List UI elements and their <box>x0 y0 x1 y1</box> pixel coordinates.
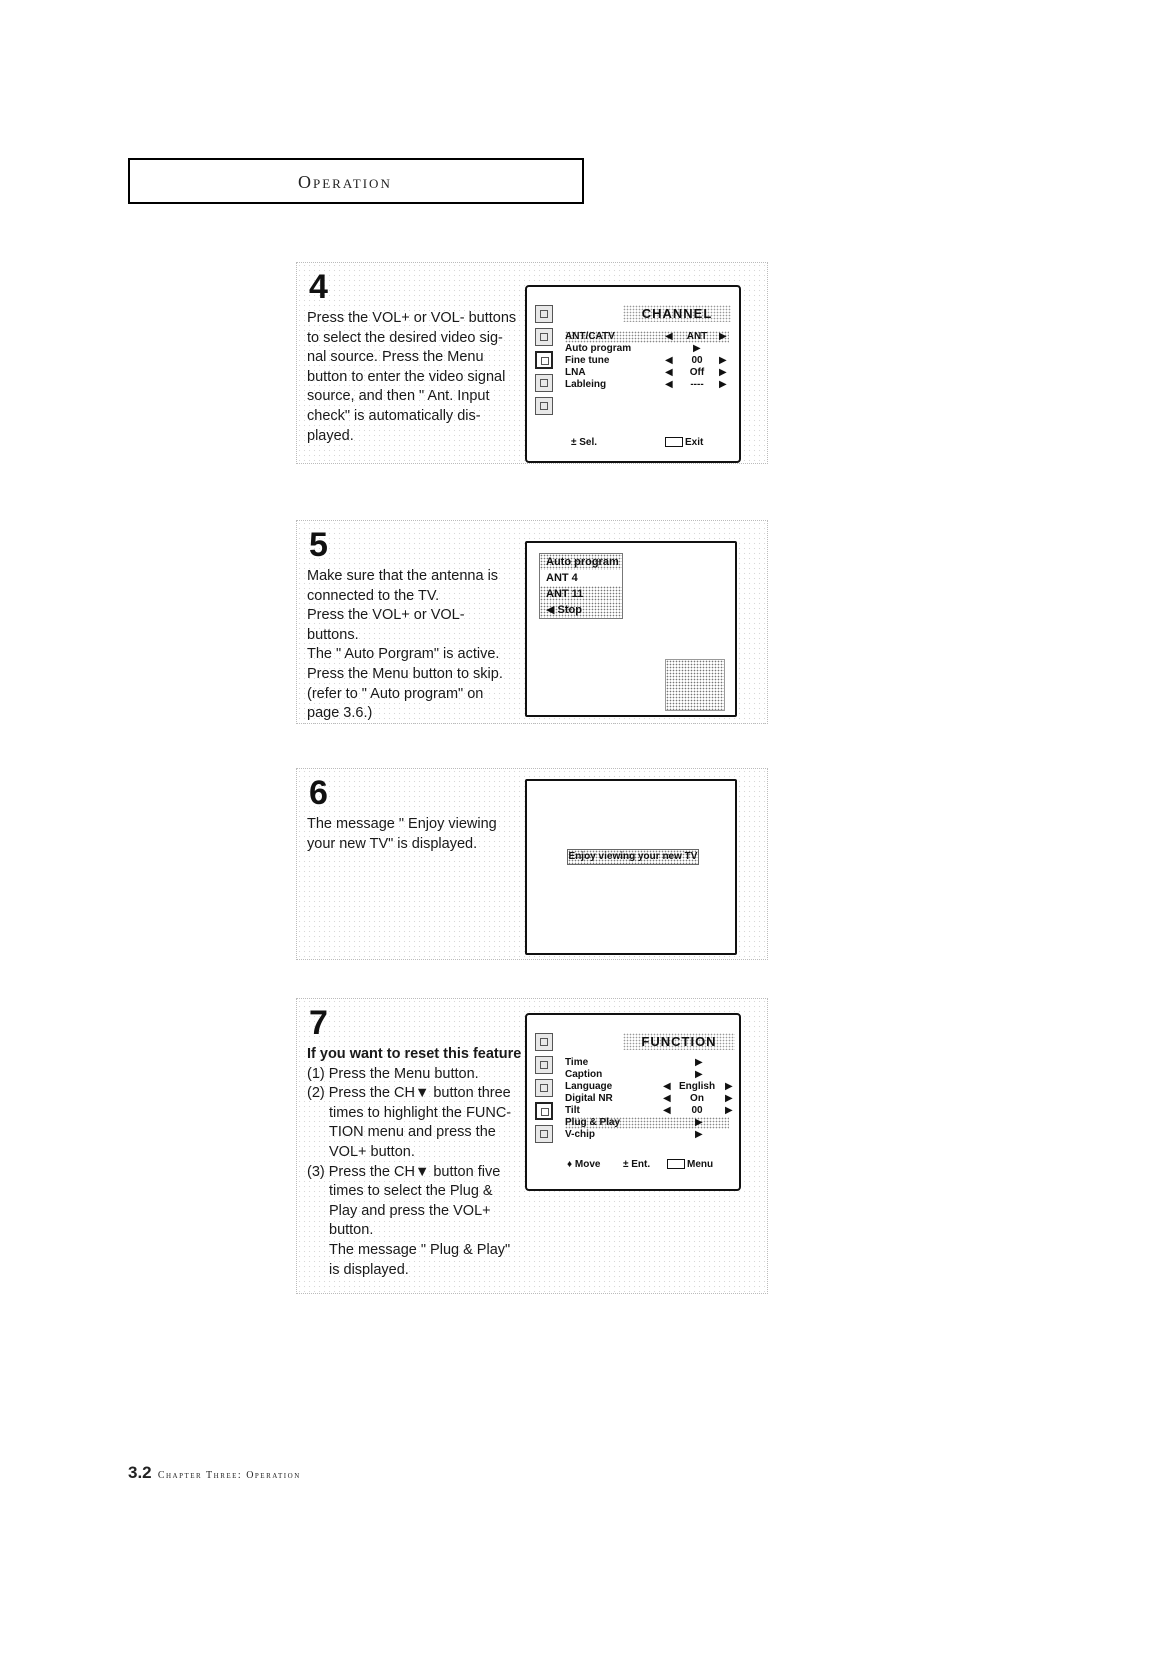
enjoy-screen <box>525 779 737 955</box>
move-hint: ♦ Move <box>567 1159 601 1170</box>
menu-hint <box>667 1159 713 1170</box>
step-6-instructions <box>307 815 517 854</box>
menu-label: Menu <box>687 1159 714 1170</box>
menu-row <box>565 1105 733 1117</box>
step-number: 7 <box>309 1004 328 1042</box>
menu-row <box>565 367 729 379</box>
instruction-line: Make sure that the antenna is <box>307 568 499 584</box>
right-arrow-icon: ▶ <box>725 1105 733 1116</box>
instruction-line: (1) Press the Menu button. <box>307 1065 479 1082</box>
menu-row-value: ANT <box>686 331 708 342</box>
function-icon <box>535 374 553 392</box>
exit-hint <box>665 437 703 448</box>
menu-row <box>565 1057 729 1069</box>
channel-icon <box>535 1079 553 1097</box>
menu-row-label: Fine tune <box>565 355 610 366</box>
menu-row-value: Off <box>689 367 705 378</box>
step-4 <box>296 262 768 464</box>
sel-hint: ± Sel. <box>571 437 598 448</box>
instruction-line: (refer to " Auto program" on <box>307 685 484 702</box>
menu-row-label: Language <box>565 1081 613 1092</box>
right-arrow-icon: ▶ <box>719 367 727 378</box>
left-arrow-icon: ◀ <box>663 1081 671 1092</box>
right-arrow-icon: ▶ <box>719 379 727 390</box>
instruction-line: The message " Plug & Play" <box>329 1241 511 1258</box>
right-arrow-icon: ▶ <box>725 1093 733 1104</box>
instruction-line: page 3.6.) <box>307 705 373 722</box>
enter-hint: ± Ent. <box>623 1159 651 1170</box>
step-4-instructions <box>307 309 517 446</box>
channel-line: ANT 4 <box>546 572 578 584</box>
menu-sidebar <box>535 1033 555 1148</box>
step-number: 5 <box>309 526 328 564</box>
page-number: 3.2 <box>128 1463 152 1482</box>
right-arrow-icon: ▶ <box>695 1117 703 1128</box>
right-arrow-icon: ▶ <box>695 1069 703 1080</box>
menu-row <box>565 1069 729 1081</box>
menu-row <box>565 355 729 367</box>
instruction-line: TION menu and press the <box>329 1124 496 1141</box>
right-arrow-icon: ▶ <box>725 1081 733 1092</box>
menu-row-label: V-chip <box>565 1129 596 1140</box>
sound-icon <box>535 328 553 346</box>
instruction-line: times to highlight the FUNC- <box>329 1104 512 1121</box>
right-arrow-icon: ▶ <box>693 343 701 354</box>
menu-row-label: Time <box>565 1057 589 1068</box>
menu-row-label: Auto program <box>565 343 632 354</box>
menu-sidebar <box>535 305 555 420</box>
chapter-label: Chapter Three: Operation <box>157 1470 301 1481</box>
step-7-heading: If you want to reset this feature <box>307 1046 522 1062</box>
right-arrow-icon: ▶ <box>719 355 727 366</box>
page-footer <box>128 1463 301 1483</box>
left-arrow-icon: ◀ <box>663 1105 671 1116</box>
menu-row-label: ANT/CATV <box>565 331 615 342</box>
picture-icon <box>535 1033 553 1051</box>
stop-line: ◀ Stop <box>540 602 622 618</box>
menu-row-value: 00 <box>691 1105 703 1116</box>
instruction-line: your new TV" is displayed. <box>307 835 478 852</box>
exit-label: Exit <box>685 437 704 448</box>
menu-title: FUNCTION <box>623 1033 735 1050</box>
instruction-line: played. <box>307 427 354 444</box>
instruction-line: (3) Press the CH▼ button five <box>307 1163 501 1180</box>
sound-icon <box>535 1056 553 1074</box>
pip-icon <box>535 397 553 415</box>
instruction-line: Press the VOL+ or VOL- buttons <box>307 310 517 326</box>
step-number: 4 <box>309 268 328 306</box>
step-5 <box>296 520 768 724</box>
left-arrow-icon: ◀ <box>663 1093 671 1104</box>
right-arrow-icon: ▶ <box>695 1057 703 1068</box>
instruction-line: source, and then " Ant. Input <box>307 388 490 405</box>
menu-row-label: Plug & Play <box>565 1117 621 1128</box>
section-header <box>128 158 584 204</box>
menu-row-value: On <box>690 1093 704 1104</box>
auto-program-title: Auto program <box>540 554 622 570</box>
instruction-line: check" is automatically dis- <box>307 407 481 424</box>
channel-line: ANT 11 <box>540 586 622 602</box>
instruction-line: Press the Menu button to skip. <box>307 665 503 682</box>
instruction-line: VOL+ button. <box>329 1143 415 1160</box>
instruction-line: The message " Enjoy viewing <box>307 816 497 832</box>
instruction-line: connected to the TV. <box>307 587 440 604</box>
left-arrow-icon: ◀ <box>665 367 673 378</box>
step-number: 6 <box>309 774 328 812</box>
instruction-line: times to select the Plug & <box>329 1183 493 1200</box>
channel-icon <box>535 351 553 369</box>
menu-row <box>565 1081 733 1093</box>
channel-indicator <box>665 659 725 711</box>
left-arrow-icon: ◀ <box>665 331 673 342</box>
menu-title: CHANNEL <box>623 305 731 322</box>
instruction-line: button. <box>329 1222 374 1239</box>
instruction-line: (2) Press the CH▼ button three <box>307 1085 511 1102</box>
right-arrow-icon: ▶ <box>719 331 727 342</box>
step-5-instructions <box>307 567 517 724</box>
menu-row <box>565 331 729 343</box>
menu-row <box>565 1129 729 1141</box>
picture-icon <box>535 305 553 323</box>
menu-row-label: Caption <box>565 1069 603 1080</box>
instruction-line: is displayed. <box>329 1261 409 1278</box>
pip-icon <box>535 1125 553 1143</box>
menu-row-label: Tilt <box>565 1105 580 1116</box>
auto-program-box <box>539 553 623 619</box>
menu-row-selected <box>565 1117 729 1129</box>
instruction-line: nal source. Press the Menu <box>307 349 484 366</box>
menu-key-icon <box>667 1159 685 1169</box>
menu-row-value: 00 <box>691 355 703 366</box>
menu-row-label: Digital NR <box>565 1093 613 1104</box>
enjoy-message: Enjoy viewing your new TV <box>567 849 699 865</box>
step-7 <box>296 998 768 1294</box>
channel-menu-screen <box>525 285 741 463</box>
left-arrow-icon: ◀ <box>665 355 673 366</box>
menu-row-value: English <box>678 1081 716 1092</box>
menu-row <box>565 379 729 391</box>
menu-row-value: ---- <box>690 379 704 390</box>
step-6 <box>296 768 768 960</box>
right-arrow-icon: ▶ <box>695 1129 703 1140</box>
menu-row-label: Lableing <box>565 379 607 390</box>
auto-program-screen <box>525 541 737 717</box>
menu-key-icon <box>665 437 683 447</box>
menu-row <box>565 343 729 355</box>
instruction-line: Play and press the VOL+ <box>329 1202 491 1219</box>
menu-row-label: LNA <box>565 367 586 378</box>
instruction-line: The " Auto Porgram" is active. <box>307 646 500 663</box>
step-7-instructions <box>307 1045 527 1280</box>
section-title: Operation <box>298 172 392 192</box>
instruction-line: button to enter the video signal <box>307 368 506 385</box>
menu-row <box>565 1093 733 1105</box>
function-menu-screen <box>525 1013 741 1191</box>
instruction-line: Press the VOL+ or VOL- buttons. <box>307 607 465 643</box>
left-arrow-icon: ◀ <box>665 379 673 390</box>
instruction-line: to select the desired video sig- <box>307 329 503 346</box>
function-icon <box>535 1102 553 1120</box>
